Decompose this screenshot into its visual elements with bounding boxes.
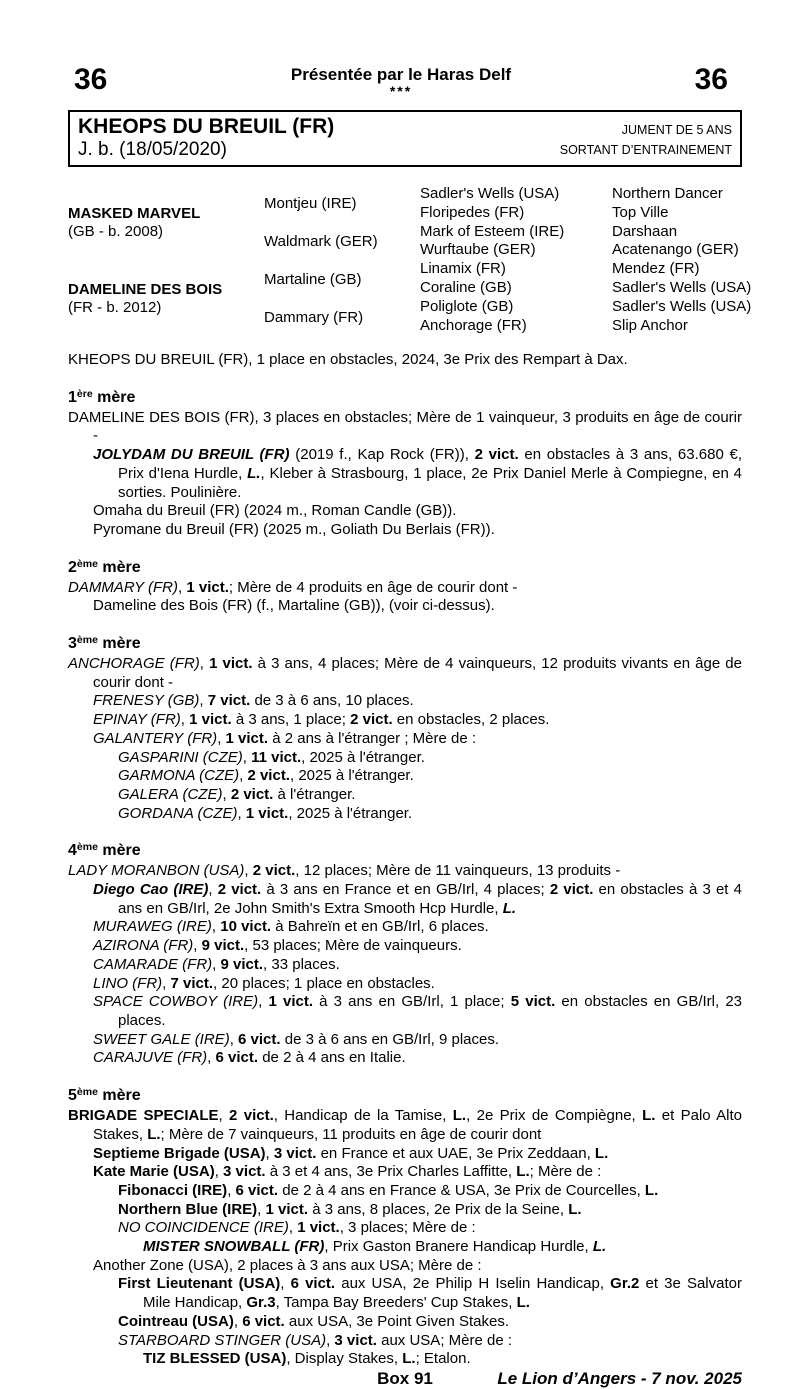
pedigree-ancestor: Sadler's Wells (USA) [612, 278, 752, 296]
section-heading [68, 388, 742, 409]
pedigree-line [68, 1350, 742, 1369]
text-segment: , [265, 1144, 274, 1162]
pedigree-ancestor: Linamix (FR) [420, 260, 506, 278]
text-segment: ; Etalon. [415, 1350, 471, 1368]
text-segment: Diego Cao (IRE) [93, 881, 209, 899]
text-segment: GORDANA (CZE) [118, 804, 238, 822]
text-segment: , [227, 1181, 236, 1199]
pedigree-line [68, 786, 742, 805]
text-segment: , [233, 1312, 243, 1330]
text-segment: Another Zone (USA), 2 places à 3 ans aux USA; Mère de : [93, 1256, 482, 1274]
text-segment: , Display Stakes, [286, 1350, 403, 1368]
text-segment: en obstacles à 3 ans, 63.680 €, Prix d'Iena Hurdle, [118, 446, 743, 482]
text-segment: 2 vict. [230, 785, 274, 803]
pedigree-line [68, 1238, 742, 1257]
lot-number-left: 36 [74, 63, 108, 96]
text-segment: 2 vict. [247, 767, 290, 785]
text-segment: 11 vict. [251, 748, 302, 766]
pedigree-ancestor [68, 261, 264, 337]
heading-ordinal-suffix: ème [76, 1086, 98, 1099]
text-segment: à l'étranger. [273, 785, 356, 803]
text-segment: , [288, 1219, 298, 1237]
heading-ordinal-suffix: ère [76, 387, 93, 400]
heading-word: mère [97, 842, 141, 860]
text-segment: Omaha du Breuil (FR) (2024 m., Roman Candle (GB)). [93, 502, 457, 520]
pedigree-col-great-great-grandparents [612, 185, 751, 337]
pedigree-line [68, 1332, 742, 1351]
text-segment: STARBOARD STINGER (USA) [118, 1331, 327, 1349]
horse-age-line: JUMENT DE 5 ANS [621, 123, 732, 137]
text-segment: L. [644, 1181, 659, 1199]
heading-number: 1 [68, 388, 77, 406]
pedigree-line [68, 655, 742, 692]
text-segment: en obstacles à 3 et 4 ans en GB/Irl, 2e John Smith's Extra Smooth Hcp Hurdle, [118, 881, 742, 917]
heading-number: 5 [68, 1087, 77, 1105]
text-segment: 3 vict. [223, 1163, 266, 1181]
horse-name: KHEOPS DU BREUIL (FR) [78, 115, 335, 138]
lot-number-right: 36 [694, 63, 728, 96]
text-segment: LADY MORANBON (USA) [68, 862, 245, 880]
pedigree-line [68, 692, 742, 711]
pedigree-ancestor: Martaline (GB) [264, 270, 362, 288]
text-segment: à 3 ans, 1 place; [231, 711, 351, 729]
text-segment: GARMONA (CZE) [118, 767, 240, 785]
text-segment: , [218, 1107, 230, 1125]
text-segment: 1 vict. [189, 711, 232, 729]
pedigree-ancestor: Anchorage (FR) [420, 316, 527, 334]
text-segment: 1 vict. [245, 804, 289, 822]
horse-title-left [78, 115, 334, 160]
text-segment: DAMMARY (FR) [68, 578, 178, 596]
pedigree-line [68, 521, 742, 540]
text-segment: GALANTERY (FR) [93, 729, 218, 747]
horse-title-box [68, 110, 742, 167]
pedigree-line [68, 937, 742, 956]
text-segment: , 2e Prix de Compiègne, [466, 1107, 643, 1125]
text-segment: , 20 places; 1 place en obstacles. [213, 974, 435, 992]
horse-title-right [560, 115, 732, 160]
pedigree-section [68, 558, 742, 616]
text-segment: 2 vict. [350, 711, 393, 729]
text-segment: 1 vict. [265, 1200, 309, 1218]
ancestor-detail: (GB - b. 2008) [68, 223, 164, 240]
text-segment: aux USA; Mère de : [376, 1331, 513, 1349]
text-segment: , [211, 918, 221, 936]
race-record-line: KHEOPS DU BREUIL (FR), 1 place en obstacles, 2024, 3e Prix des Rempart à Dax. [68, 351, 628, 368]
pedigree-line [68, 1275, 742, 1312]
text-segment: , [237, 804, 246, 822]
text-segment: , [326, 1331, 335, 1349]
pedigree-table [68, 185, 752, 337]
pedigree-line [68, 730, 742, 749]
text-segment: 9 vict. [201, 937, 245, 955]
heading-word: mère [97, 558, 141, 576]
text-segment: L. [568, 1200, 582, 1218]
text-segment: , [257, 1200, 266, 1218]
text-segment: en obstacles, 2 places. [392, 711, 550, 729]
pedigree-line [68, 1031, 742, 1050]
heading-number: 3 [68, 635, 77, 653]
text-segment: SWEET GALE (IRE) [93, 1030, 230, 1048]
text-segment: , Handicap de la Tamise, [273, 1107, 453, 1125]
heading-word: mère [97, 1087, 141, 1105]
pedigree-col-great-grandparents [420, 185, 612, 337]
text-segment: L. [402, 1350, 416, 1368]
text-segment: Cointreau (USA) [118, 1312, 234, 1330]
text-segment: à 3 ans en France et en GB/Irl, 4 places; [261, 881, 550, 899]
text-segment: , [208, 881, 218, 899]
text-segment: 2 vict. [217, 881, 262, 899]
pedigree-ancestor: Sadler's Wells (USA) [420, 185, 560, 202]
page-top-row [68, 64, 742, 97]
text-segment: NO COINCIDENCE (IRE) [118, 1219, 289, 1237]
text-segment: TIZ BLESSED (USA) [143, 1350, 287, 1368]
text-segment: de 3 à 6 ans en GB/Irl, 9 places. [280, 1030, 500, 1048]
text-segment: Pyromane du Breuil (FR) (2025 m., Goliath Du Berlais (FR)). [93, 520, 495, 538]
heading-word: mère [97, 635, 141, 653]
text-segment: et 3e Salvator Mile Handicap, [143, 1275, 742, 1312]
text-segment: , [229, 1030, 239, 1048]
text-segment: DAMELINE DES BOIS (FR), 3 places en obstacles; Mère de 1 vainqueur, 3 produits en âge de courir - [68, 408, 742, 445]
text-segment: 6 vict. [235, 1181, 279, 1199]
text-segment: , [244, 862, 253, 880]
text-segment: , 53 places; Mère de vainqueurs. [244, 937, 462, 955]
text-segment: et Palo Alto Stakes, [93, 1107, 742, 1143]
footer-spacer [68, 1369, 377, 1389]
ancestor-name: MASKED MARVEL [68, 205, 201, 222]
text-segment: 2 vict. [229, 1107, 274, 1125]
text-segment: CAMARADE (FR) [93, 955, 213, 973]
text-segment: à 3 et 4 ans, 3e Prix Charles Laffitte, [265, 1163, 517, 1181]
text-segment: LINO (FR) [93, 974, 163, 992]
pedigree-ancestor: Northern Dancer [612, 185, 723, 202]
pedigree-line [68, 956, 742, 975]
pedigree-line [68, 711, 742, 730]
text-segment: 6 vict. [238, 1030, 281, 1048]
section-heading [68, 1086, 742, 1107]
text-segment: 6 vict. [290, 1275, 336, 1293]
presenter-line: Présentée par le Haras Delf [290, 65, 512, 84]
pedigree-section [68, 388, 742, 540]
text-segment: Septieme Brigade (USA) [93, 1144, 266, 1162]
pedigree-ancestor: Floripedes (FR) [420, 203, 525, 221]
pedigree-line [68, 1201, 742, 1220]
pedigree-ancestor: Slip Anchor [612, 316, 688, 334]
pedigree-section [68, 1086, 742, 1369]
text-segment: Northern Blue (IRE) [118, 1200, 258, 1218]
text-segment: ; Mère de 7 vainqueurs, 11 produits en âge de courir dont [160, 1125, 542, 1143]
text-segment: de 2 à 4 ans en Italie. [258, 1049, 406, 1067]
text-segment: L. [516, 1294, 530, 1312]
section-heading [68, 558, 742, 579]
heading-ordinal-suffix: ème [76, 841, 98, 854]
text-segment: à 3 ans, 4 places; Mère de 4 vainqueurs, 12 produits vivants en âge de courir dont - [93, 655, 742, 691]
pedigree-ancestor: Poliglote (GB) [420, 297, 514, 315]
text-segment: ; Mère de : [529, 1163, 602, 1181]
text-segment: à Bahreïn et en GB/Irl, 6 places. [271, 918, 489, 936]
page-footer [68, 1369, 742, 1389]
text-segment: 7 vict. [170, 974, 214, 992]
pedigree-line [68, 749, 742, 768]
text-segment: 2 vict. [549, 881, 594, 899]
text-segment: 1 vict. [225, 729, 269, 747]
pedigree-section [68, 841, 742, 1068]
pedigree-line [68, 597, 742, 616]
text-segment: GASPARINI (CZE) [118, 748, 243, 766]
text-segment: Fibonacci (IRE) [118, 1181, 228, 1199]
dam-line-sections [68, 388, 742, 1369]
pedigree-ancestor: Acatenango (GER) [612, 241, 739, 259]
pedigree-col-parents [68, 185, 264, 337]
text-segment: à 3 ans en GB/Irl, 1 place; [313, 993, 511, 1011]
text-segment: Gr.2 [610, 1275, 640, 1293]
pedigree-ancestor: Coraline (GB) [420, 278, 512, 296]
text-segment: MISTER SNOWBALL (FR) [143, 1238, 325, 1256]
text-segment: Kate Marie (USA) [93, 1163, 215, 1181]
pedigree-line [68, 502, 742, 521]
text-segment: 2 vict. [252, 862, 296, 880]
text-segment: L. [502, 899, 517, 917]
text-segment: CARAJUVE (FR) [93, 1049, 208, 1067]
text-segment: (2019 f., Kap Rock (FR)), [289, 446, 475, 464]
stars-separator: *** [389, 83, 413, 99]
sale-venue-date: Le Lion d’Angers - 7 nov. 2025 [497, 1368, 742, 1388]
text-segment: L. [516, 1163, 530, 1181]
text-segment: en obstacles en GB/Irl, 23 places. [118, 993, 743, 1029]
pedigree-line [68, 975, 742, 994]
text-segment: L. [642, 1107, 656, 1125]
text-segment: 10 vict. [220, 918, 272, 936]
text-segment: , 33 places. [263, 955, 340, 973]
text-segment: , [199, 692, 208, 710]
pedigree-section [68, 634, 742, 823]
text-segment: 7 vict. [207, 692, 251, 710]
text-segment: 9 vict. [220, 955, 264, 973]
heading-number: 2 [68, 558, 77, 576]
text-segment: JOLYDAM DU BREUIL (FR) [93, 446, 290, 464]
text-segment: 3 vict. [273, 1144, 317, 1162]
text-segment: 1 vict. [186, 578, 229, 596]
text-segment: , [280, 1275, 291, 1293]
text-segment: Dameline des Bois (FR) (f., Martaline (GB)), (voir ci-dessus). [93, 597, 495, 615]
text-segment: 3 vict. [334, 1331, 377, 1349]
pedigree-ancestor: Top Ville [612, 203, 669, 221]
pedigree-ancestor: Darshaan [612, 222, 678, 240]
text-segment: ANCHORAGE (FR) [68, 655, 200, 673]
pedigree-ancestor: Mark of Esteem (IRE) [420, 222, 565, 240]
horse-training-line: SORTANT D’ENTRAINEMENT [559, 143, 732, 157]
text-segment: , [217, 729, 226, 747]
horse-birth-info: J. b. (18/05/2020) [78, 139, 227, 160]
box-number: Box 91 [377, 1368, 433, 1388]
text-segment: First Lieutenant (USA) [118, 1275, 281, 1293]
pedigree-ancestor: Montjeu (IRE) [264, 194, 357, 212]
text-segment: 1 vict. [297, 1219, 340, 1237]
text-segment: , [207, 1049, 216, 1067]
text-segment: aux USA, 2e Philip H Iselin Handicap, [335, 1275, 611, 1293]
section-heading [68, 634, 742, 655]
pedigree-line [68, 993, 742, 1030]
text-segment: , 12 places; Mère de 11 vainqueurs, 13 produits - [295, 862, 621, 880]
pedigree-ancestor: Mendez (FR) [612, 260, 700, 278]
text-segment: , Tampa Bay Breeders' Cup Stakes, [275, 1294, 517, 1312]
text-segment: AZIRONA (FR) [93, 937, 194, 955]
text-segment: , Kleber à Strasbourg, 1 place, 2e Prix Daniel Merle à Compiegne, en 4 sorties. Poulinière. [118, 464, 742, 501]
text-segment: L. [592, 1238, 607, 1256]
pedigree-line [68, 805, 742, 824]
pedigree-line [68, 1049, 742, 1068]
pedigree-ancestor: Waldmark (GER) [264, 232, 378, 250]
pedigree-line [68, 881, 742, 918]
text-segment: , [212, 955, 221, 973]
text-segment: 1 vict. [209, 655, 253, 673]
pedigree-line [68, 918, 742, 937]
pedigree-line [68, 1257, 742, 1276]
heading-ordinal-suffix: ème [76, 634, 98, 647]
text-segment: , [199, 655, 210, 673]
text-segment: , [180, 711, 190, 729]
text-segment: , [242, 748, 252, 766]
pedigree-line [68, 1182, 742, 1201]
text-segment: 1 vict. [268, 993, 313, 1011]
text-segment: ; Mère de 4 produits en âge de courir dont - [228, 578, 518, 596]
pedigree-line [68, 446, 742, 502]
text-segment: 2 vict. [474, 446, 519, 464]
text-segment: L. [452, 1107, 467, 1125]
text-segment: à 3 ans, 8 places, 2e Prix de la Seine, [308, 1200, 569, 1218]
text-segment: L. [594, 1144, 609, 1162]
pedigree-ancestor: Wurftaube (GER) [420, 241, 536, 259]
pedigree-ancestor: Sadler's Wells (USA) [612, 297, 752, 315]
pedigree-line [68, 1145, 742, 1164]
text-segment: , Prix Gaston Branere Handicap Hurdle, [324, 1238, 593, 1256]
text-segment: L. [147, 1125, 161, 1143]
text-segment: FRENESY (GB) [93, 692, 200, 710]
text-segment: 5 vict. [510, 993, 556, 1011]
pedigree-line [68, 1163, 742, 1182]
pedigree-ancestor [68, 185, 264, 261]
text-segment: MURAWEG (IRE) [93, 918, 212, 936]
presenter-block [107, 64, 694, 97]
text-segment: L. [247, 464, 261, 482]
text-segment: , [239, 767, 248, 785]
text-segment: , [222, 785, 231, 803]
text-segment: BRIGADE SPECIALE [68, 1107, 219, 1125]
text-segment: , 2025 à l'étranger. [301, 748, 425, 766]
text-segment: , [258, 993, 269, 1011]
ancestor-name: DAMELINE DES BOIS [68, 281, 223, 298]
pedigree-line [68, 767, 742, 786]
text-segment: , [178, 578, 187, 596]
text-segment: 6 vict. [215, 1049, 259, 1067]
text-segment: de 2 à 4 ans en France & USA, 3e Prix de Courcelles, [278, 1181, 645, 1199]
text-segment: 6 vict. [242, 1312, 285, 1330]
text-segment: , 2025 à l'étranger. [288, 804, 413, 822]
pedigree-line [68, 1107, 742, 1144]
text-segment: , 2025 à l'étranger. [289, 767, 414, 785]
text-segment: , [162, 974, 171, 992]
text-segment: , [193, 937, 202, 955]
text-segment: aux USA, 3e Point Given Stakes. [284, 1312, 510, 1330]
heading-number: 4 [68, 842, 77, 860]
heading-ordinal-suffix: ème [76, 557, 98, 570]
pedigree-ancestor: Dammary (FR) [264, 308, 364, 326]
text-segment: SPACE COWBOY (IRE) [93, 993, 259, 1011]
pedigree-line [68, 409, 742, 446]
ancestor-detail: (FR - b. 2012) [68, 299, 162, 316]
text-segment: en France et aux UAE, 3e Prix Zeddaan, [316, 1144, 595, 1162]
section-heading [68, 841, 742, 862]
text-segment: EPINAY (FR) [93, 711, 181, 729]
pedigree-line [68, 1219, 742, 1238]
pedigree-line [68, 579, 742, 598]
text-segment: GALERA (CZE) [118, 785, 223, 803]
text-segment: à 2 ans à l'étranger ; Mère de : [268, 729, 477, 747]
text-segment: , [214, 1163, 224, 1181]
text-segment: Gr.3 [246, 1294, 276, 1312]
text-segment: de 3 à 6 ans, 10 places. [250, 692, 414, 710]
pedigree-line [68, 862, 742, 881]
text-segment: , 3 places; Mère de : [339, 1219, 476, 1237]
pedigree-col-grandparents [264, 185, 420, 337]
heading-word: mère [92, 388, 136, 406]
